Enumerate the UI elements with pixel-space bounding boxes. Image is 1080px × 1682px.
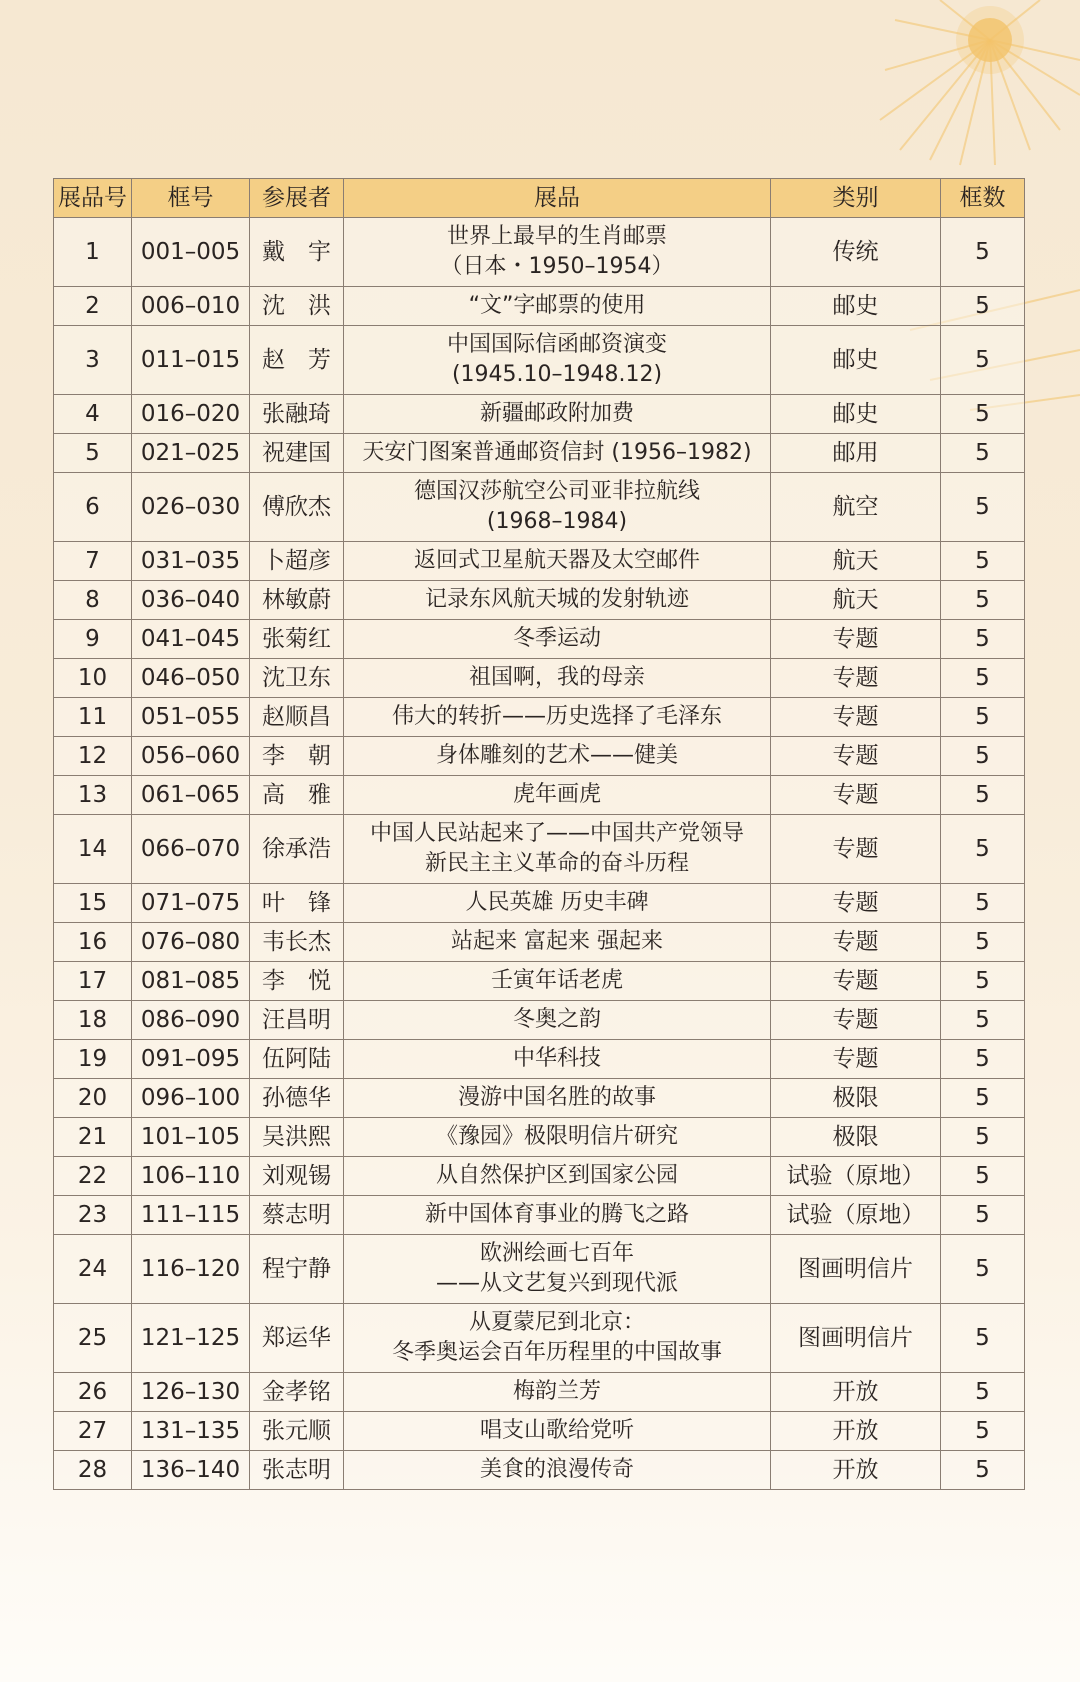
cell-exhibitor: 汪昌明	[250, 1001, 344, 1040]
table-header-row	[54, 179, 1025, 218]
table-row	[54, 434, 1025, 473]
table-row	[54, 698, 1025, 737]
exhibit-title-line: 《豫园》极限明信片研究	[435, 1124, 678, 1149]
cell-category: 专题	[771, 620, 941, 659]
table-row	[54, 395, 1025, 434]
cell-exhibit-title	[344, 1157, 771, 1196]
table-row	[54, 1373, 1025, 1412]
cell-exhibit-no: 19	[54, 1040, 132, 1079]
cell-exhibit-title	[344, 1040, 771, 1079]
cell-exhibitor: 孙德华	[250, 1079, 344, 1118]
cell-frame-count: 5	[941, 1001, 1025, 1040]
cell-exhibitor: 傅欣杰	[250, 473, 344, 542]
cell-frame-count: 5	[941, 815, 1025, 884]
cell-exhibitor: 张菊红	[250, 620, 344, 659]
cell-category: 航天	[771, 581, 941, 620]
cell-frame-range: 081–085	[132, 962, 250, 1001]
exhibit-title-line: 从自然保护区到国家公园	[435, 1163, 678, 1188]
cell-frame-count: 5	[941, 395, 1025, 434]
cell-category: 开放	[771, 1373, 941, 1412]
cell-frame-count: 5	[941, 698, 1025, 737]
table-row	[54, 737, 1025, 776]
cell-exhibit-title	[344, 395, 771, 434]
cell-category: 邮史	[771, 287, 941, 326]
table-row	[54, 218, 1025, 287]
table-row	[54, 473, 1025, 542]
cell-exhibit-title	[344, 1118, 771, 1157]
cell-frame-range: 046–050	[132, 659, 250, 698]
cell-exhibit-no: 9	[54, 620, 132, 659]
cell-category: 专题	[771, 923, 941, 962]
cell-category: 专题	[771, 698, 941, 737]
cell-frame-range: 086–090	[132, 1001, 250, 1040]
cell-exhibitor: 戴 宇	[250, 218, 344, 287]
cell-exhibit-title	[344, 1196, 771, 1235]
cell-exhibit-title	[344, 542, 771, 581]
exhibit-title-line: 站起来 富起来 强起来	[451, 929, 663, 954]
cell-frame-count: 5	[941, 1157, 1025, 1196]
cell-exhibit-no: 21	[54, 1118, 132, 1157]
exhibit-title-line: ——从文艺复兴到现代派	[435, 1271, 678, 1296]
cell-frame-range: 001–005	[132, 218, 250, 287]
cell-frame-count: 5	[941, 581, 1025, 620]
cell-frame-range: 061–065	[132, 776, 250, 815]
cell-category: 专题	[771, 776, 941, 815]
exhibit-table	[53, 178, 1025, 1490]
table-row	[54, 776, 1025, 815]
cell-category: 试验（原地）	[771, 1196, 941, 1235]
cell-exhibitor: 韦长杰	[250, 923, 344, 962]
cell-exhibit-title	[344, 434, 771, 473]
cell-exhibit-no: 15	[54, 884, 132, 923]
cell-exhibit-title	[344, 884, 771, 923]
cell-exhibit-no: 25	[54, 1304, 132, 1373]
cell-frame-range: 106–110	[132, 1157, 250, 1196]
cell-exhibitor: 祝建国	[250, 434, 344, 473]
cell-exhibitor: 赵 芳	[250, 326, 344, 395]
cell-exhibit-title	[344, 1412, 771, 1451]
table-row	[54, 923, 1025, 962]
exhibit-table-container	[53, 178, 1024, 1490]
cell-exhibitor: 金孝铭	[250, 1373, 344, 1412]
cell-frame-range: 051–055	[132, 698, 250, 737]
table-row	[54, 1412, 1025, 1451]
cell-exhibit-title	[344, 1451, 771, 1490]
exhibit-title-line: 美食的浪漫传奇	[479, 1457, 634, 1482]
table-row	[54, 815, 1025, 884]
header-exhibit-no: 展品号	[54, 179, 132, 218]
cell-frame-count: 5	[941, 1373, 1025, 1412]
exhibit-title-line: (1968–1984)	[486, 509, 628, 534]
cell-frame-count: 5	[941, 1079, 1025, 1118]
cell-exhibit-title	[344, 962, 771, 1001]
table-row	[54, 1001, 1025, 1040]
cell-exhibit-no: 28	[54, 1451, 132, 1490]
cell-frame-count: 5	[941, 659, 1025, 698]
exhibit-title-line: 冬季奥运会百年历程里的中国故事	[391, 1340, 722, 1365]
cell-frame-count: 5	[941, 776, 1025, 815]
cell-frame-range: 121–125	[132, 1304, 250, 1373]
exhibit-title-line: 人民英雄 历史丰碑	[465, 890, 649, 915]
cell-category: 图画明信片	[771, 1304, 941, 1373]
cell-frame-range: 136–140	[132, 1451, 250, 1490]
exhibit-title-line: 中国人民站起来了——中国共产党领导	[369, 821, 744, 846]
cell-exhibit-title	[344, 776, 771, 815]
cell-exhibit-title	[344, 659, 771, 698]
cell-frame-count: 5	[941, 1304, 1025, 1373]
cell-category: 专题	[771, 659, 941, 698]
cell-category: 邮史	[771, 326, 941, 395]
cell-frame-count: 5	[941, 1451, 1025, 1490]
exhibit-title-line: 中国国际信函邮资演变	[446, 332, 667, 357]
exhibit-title-line: 返回式卫星航天器及太空邮件	[413, 548, 700, 573]
table-row	[54, 884, 1025, 923]
exhibit-title-line: 冬奥之韵	[512, 1007, 601, 1032]
cell-exhibitor: 赵顺昌	[250, 698, 344, 737]
cell-frame-range: 066–070	[132, 815, 250, 884]
header-frame-no: 框号	[132, 179, 250, 218]
cell-frame-range: 116–120	[132, 1235, 250, 1304]
cell-exhibit-no: 3	[54, 326, 132, 395]
cell-frame-range: 101–105	[132, 1118, 250, 1157]
table-row	[54, 581, 1025, 620]
cell-exhibitor: 伍阿陆	[250, 1040, 344, 1079]
cell-exhibitor: 刘观锡	[250, 1157, 344, 1196]
cell-exhibitor: 高 雅	[250, 776, 344, 815]
table-row	[54, 326, 1025, 395]
cell-exhibit-no: 26	[54, 1373, 132, 1412]
table-row	[54, 1079, 1025, 1118]
cell-exhibit-title	[344, 698, 771, 737]
cell-exhibit-title	[344, 1235, 771, 1304]
table-row	[54, 287, 1025, 326]
table-row	[54, 1196, 1025, 1235]
cell-exhibit-title	[344, 581, 771, 620]
cell-exhibit-no: 17	[54, 962, 132, 1001]
exhibit-title-line: 漫游中国名胜的故事	[457, 1085, 656, 1110]
cell-frame-count: 5	[941, 1196, 1025, 1235]
cell-category: 航天	[771, 542, 941, 581]
cell-exhibit-title	[344, 1304, 771, 1373]
exhibit-title-line: 新疆邮政附加费	[479, 401, 634, 426]
cell-frame-range: 076–080	[132, 923, 250, 962]
cell-exhibitor: 沈 洪	[250, 287, 344, 326]
cell-frame-count: 5	[941, 218, 1025, 287]
cell-exhibit-no: 6	[54, 473, 132, 542]
cell-category: 航空	[771, 473, 941, 542]
cell-frame-count: 5	[941, 962, 1025, 1001]
table-row	[54, 1451, 1025, 1490]
cell-frame-count: 5	[941, 923, 1025, 962]
cell-frame-count: 5	[941, 1040, 1025, 1079]
table-row	[54, 1118, 1025, 1157]
cell-exhibitor: 林敏蔚	[250, 581, 344, 620]
cell-exhibitor: 徐承浩	[250, 815, 344, 884]
cell-exhibit-title	[344, 1001, 771, 1040]
cell-exhibit-no: 18	[54, 1001, 132, 1040]
cell-frame-range: 071–075	[132, 884, 250, 923]
cell-frame-count: 5	[941, 1118, 1025, 1157]
table-row	[54, 542, 1025, 581]
cell-exhibit-no: 10	[54, 659, 132, 698]
table-body	[54, 218, 1025, 1490]
cell-frame-count: 5	[941, 1412, 1025, 1451]
cell-exhibit-no: 23	[54, 1196, 132, 1235]
cell-exhibit-no: 22	[54, 1157, 132, 1196]
cell-category: 图画明信片	[771, 1235, 941, 1304]
cell-exhibit-title	[344, 737, 771, 776]
cell-frame-range: 016–020	[132, 395, 250, 434]
exhibit-title-line: 从夏蒙尼到北京：	[468, 1310, 645, 1335]
cell-category: 邮史	[771, 395, 941, 434]
cell-exhibitor: 程宁静	[250, 1235, 344, 1304]
table-row	[54, 1040, 1025, 1079]
exhibit-title-line: 中华科技	[512, 1046, 601, 1071]
cell-category: 极限	[771, 1079, 941, 1118]
cell-exhibit-title	[344, 923, 771, 962]
cell-category: 专题	[771, 962, 941, 1001]
cell-frame-count: 5	[941, 542, 1025, 581]
exhibit-title-line: 唱支山歌给党听	[479, 1418, 634, 1443]
cell-category: 专题	[771, 1001, 941, 1040]
cell-category: 开放	[771, 1412, 941, 1451]
cell-frame-count: 5	[941, 287, 1025, 326]
cell-category: 开放	[771, 1451, 941, 1490]
cell-frame-count: 5	[941, 737, 1025, 776]
cell-exhibit-no: 16	[54, 923, 132, 962]
cell-exhibit-no: 12	[54, 737, 132, 776]
cell-exhibit-no: 5	[54, 434, 132, 473]
exhibit-title-line: （日本・1950–1954）	[440, 254, 674, 279]
cell-exhibit-title	[344, 1079, 771, 1118]
header-exhibit: 展品	[344, 179, 771, 218]
exhibit-title-line: 德国汉莎航空公司亚非拉航线	[413, 479, 700, 504]
exhibit-title-line: 新民主主义革命的奋斗历程	[424, 851, 689, 876]
cell-frame-range: 126–130	[132, 1373, 250, 1412]
cell-frame-range: 111–115	[132, 1196, 250, 1235]
cell-exhibitor: 叶 锋	[250, 884, 344, 923]
cell-frame-count: 5	[941, 884, 1025, 923]
cell-exhibit-no: 24	[54, 1235, 132, 1304]
cell-frame-count: 5	[941, 326, 1025, 395]
cell-category: 专题	[771, 884, 941, 923]
cell-frame-range: 006–010	[132, 287, 250, 326]
cell-exhibit-no: 8	[54, 581, 132, 620]
cell-category: 极限	[771, 1118, 941, 1157]
cell-category: 专题	[771, 1040, 941, 1079]
table-row	[54, 1235, 1025, 1304]
exhibit-title-line: 欧洲绘画七百年	[479, 1241, 634, 1266]
cell-exhibitor: 郑运华	[250, 1304, 344, 1373]
cell-category: 专题	[771, 737, 941, 776]
cell-category: 邮用	[771, 434, 941, 473]
cell-frame-range: 131–135	[132, 1412, 250, 1451]
cell-frame-range: 031–035	[132, 542, 250, 581]
exhibit-title-line: “文”字邮票的使用	[468, 293, 646, 318]
exhibit-title-line: 伟大的转折——历史选择了毛泽东	[391, 704, 722, 729]
cell-exhibit-no: 27	[54, 1412, 132, 1451]
header-frame-count: 框数	[941, 179, 1025, 218]
table-row	[54, 620, 1025, 659]
exhibit-title-line: 身体雕刻的艺术——健美	[435, 743, 678, 768]
table-row	[54, 1157, 1025, 1196]
cell-exhibitor: 李 朝	[250, 737, 344, 776]
table-row	[54, 1304, 1025, 1373]
exhibit-title-line: 新中国体育事业的腾飞之路	[424, 1202, 689, 1227]
exhibit-title-line: (1945.10–1948.12)	[451, 362, 663, 387]
exhibit-title-line: 壬寅年话老虎	[490, 968, 623, 993]
cell-exhibitor: 蔡志明	[250, 1196, 344, 1235]
cell-exhibit-title	[344, 473, 771, 542]
cell-category: 试验（原地）	[771, 1157, 941, 1196]
cell-frame-range: 011–015	[132, 326, 250, 395]
cell-frame-range: 026–030	[132, 473, 250, 542]
exhibit-title-line: 梅韵兰芳	[512, 1379, 601, 1404]
cell-exhibit-no: 1	[54, 218, 132, 287]
table-row	[54, 962, 1025, 1001]
exhibit-title-line: 冬季运动	[512, 626, 601, 651]
cell-exhibit-no: 4	[54, 395, 132, 434]
cell-exhibitor: 张元顺	[250, 1412, 344, 1451]
cell-exhibit-no: 14	[54, 815, 132, 884]
cell-exhibitor: 张志明	[250, 1451, 344, 1490]
cell-frame-range: 096–100	[132, 1079, 250, 1118]
cell-frame-range: 056–060	[132, 737, 250, 776]
cell-exhibitor: 吴洪熙	[250, 1118, 344, 1157]
cell-frame-count: 5	[941, 473, 1025, 542]
exhibit-title-line: 世界上最早的生肖邮票	[446, 224, 667, 249]
cell-frame-range: 036–040	[132, 581, 250, 620]
cell-exhibitor: 张融琦	[250, 395, 344, 434]
header-category: 类别	[771, 179, 941, 218]
cell-exhibit-no: 11	[54, 698, 132, 737]
cell-exhibit-title	[344, 1373, 771, 1412]
table-row	[54, 659, 1025, 698]
cell-frame-range: 021–025	[132, 434, 250, 473]
cell-frame-range: 041–045	[132, 620, 250, 659]
cell-exhibit-title	[344, 620, 771, 659]
exhibit-title-line: 天安门图案普通邮资信封 (1956–1982)	[362, 440, 752, 465]
exhibit-title-line: 虎年画虎	[512, 782, 601, 807]
cell-exhibit-no: 13	[54, 776, 132, 815]
cell-exhibit-title	[344, 815, 771, 884]
cell-exhibitor: 李 悦	[250, 962, 344, 1001]
cell-exhibitor: 卜超彦	[250, 542, 344, 581]
cell-exhibit-title	[344, 326, 771, 395]
cell-exhibit-title	[344, 287, 771, 326]
header-exhibitor: 参展者	[250, 179, 344, 218]
cell-exhibit-no: 2	[54, 287, 132, 326]
cell-exhibitor: 沈卫东	[250, 659, 344, 698]
cell-frame-range: 091–095	[132, 1040, 250, 1079]
cell-category: 专题	[771, 815, 941, 884]
cell-exhibit-no: 20	[54, 1079, 132, 1118]
cell-frame-count: 5	[941, 1235, 1025, 1304]
cell-frame-count: 5	[941, 620, 1025, 659]
cell-exhibit-title	[344, 218, 771, 287]
cell-exhibit-no: 7	[54, 542, 132, 581]
exhibit-title-line: 祖国啊，我的母亲	[468, 665, 645, 690]
exhibit-title-line: 记录东风航天城的发射轨迹	[424, 587, 689, 612]
cell-frame-count: 5	[941, 434, 1025, 473]
cell-category: 传统	[771, 218, 941, 287]
